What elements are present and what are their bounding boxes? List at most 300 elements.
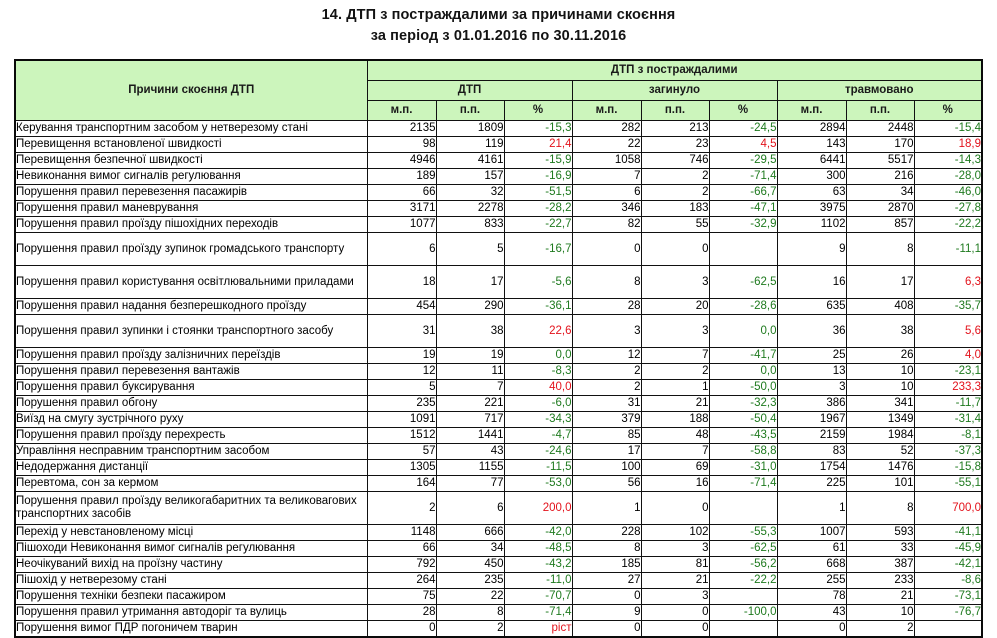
cell-dtp-pct: -42,0 — [504, 525, 572, 541]
cell-dead-mp: 282 — [572, 121, 641, 137]
header-group-dead: загинуло — [572, 81, 777, 101]
cell-injured-pp: 101 — [846, 476, 914, 492]
cell-dtp-pct: -51,5 — [504, 185, 572, 201]
cell-dtp-mp: 1077 — [367, 217, 436, 233]
cell-injured-pp: 2448 — [846, 121, 914, 137]
cell-injured-pct: -27,8 — [914, 201, 982, 217]
cell-dead-pp: 213 — [641, 121, 709, 137]
header-unit-injured-pct: % — [914, 101, 982, 121]
cell-dtp-pct: -36,1 — [504, 299, 572, 315]
cell-dead-pct: -47,1 — [709, 201, 777, 217]
cell-dead-pp: 0 — [641, 492, 709, 525]
row-cause-label: Недодержання дистанції — [15, 460, 367, 476]
cell-dead-pp: 23 — [641, 137, 709, 153]
cell-injured-pp: 17 — [846, 266, 914, 299]
table-row — [15, 348, 982, 364]
cell-injured-pp: 2 — [846, 621, 914, 637]
cell-injured-pct: -15,4 — [914, 121, 982, 137]
cell-dead-pct: -62,5 — [709, 266, 777, 299]
cell-dead-pct: -50,4 — [709, 412, 777, 428]
cell-dead-mp: 0 — [572, 589, 641, 605]
table-row — [15, 428, 982, 444]
cell-dtp-pct: -16,9 — [504, 169, 572, 185]
cell-dtp-mp: 264 — [367, 573, 436, 589]
cell-injured-mp: 3 — [777, 380, 846, 396]
report-table-container — [14, 59, 983, 638]
cell-dtp-pct: 200,0 — [504, 492, 572, 525]
cell-dead-pp: 2 — [641, 169, 709, 185]
cell-dead-pct: -29,5 — [709, 153, 777, 169]
table-row — [15, 541, 982, 557]
row-cause-label: Порушення вимог ПДР погоничем тварин — [15, 621, 367, 637]
cell-dead-mp: 56 — [572, 476, 641, 492]
cell-dead-pp: 21 — [641, 396, 709, 412]
cell-dead-pct: -32,3 — [709, 396, 777, 412]
cell-injured-mp: 61 — [777, 541, 846, 557]
cell-dead-pp: 81 — [641, 557, 709, 573]
cell-dtp-pct: -71,4 — [504, 605, 572, 621]
cell-dtp-pp: 6 — [436, 492, 504, 525]
cell-injured-pct: -8,1 — [914, 428, 982, 444]
cell-injured-pp: 34 — [846, 185, 914, 201]
cell-injured-mp: 143 — [777, 137, 846, 153]
cell-dtp-mp: 3171 — [367, 201, 436, 217]
cell-dead-pp: 69 — [641, 460, 709, 476]
row-cause-label: Порушення правил маневрування — [15, 201, 367, 217]
page-title-line-2: за період з 01.01.2016 по 30.11.2016 — [370, 28, 627, 44]
cell-dead-pct: -32,9 — [709, 217, 777, 233]
cell-injured-mp: 83 — [777, 444, 846, 460]
table-row — [15, 380, 982, 396]
row-cause-label: Неочікуваний вихід на проїзну частину — [15, 557, 367, 573]
cell-dead-pct: -22,2 — [709, 573, 777, 589]
cell-dtp-pct: 40,0 — [504, 380, 572, 396]
header-row-super — [15, 60, 982, 81]
table-row — [15, 444, 982, 460]
header-unit-injured-mp: м.п. — [777, 101, 846, 121]
row-cause-label: Виїзд на смугу зустрічного руху — [15, 412, 367, 428]
cell-dtp-mp: 57 — [367, 444, 436, 460]
cell-injured-pct: -73,1 — [914, 589, 982, 605]
cell-dead-pct — [709, 233, 777, 266]
cell-dead-pct: -24,5 — [709, 121, 777, 137]
cell-injured-pp: 1476 — [846, 460, 914, 476]
cell-dead-pp: 20 — [641, 299, 709, 315]
cell-dead-mp: 379 — [572, 412, 641, 428]
cell-injured-pct: 6,3 — [914, 266, 982, 299]
cell-dtp-pct: -22,7 — [504, 217, 572, 233]
header-cause-column: Причини скоєння ДТП — [15, 60, 367, 121]
row-cause-label: Пішохід у нетверезому стані — [15, 573, 367, 589]
cell-injured-pct: -55,1 — [914, 476, 982, 492]
cell-dead-pp: 0 — [641, 233, 709, 266]
cell-dtp-pp: 1155 — [436, 460, 504, 476]
cell-injured-mp: 16 — [777, 266, 846, 299]
cell-injured-mp: 78 — [777, 589, 846, 605]
table-row — [15, 573, 982, 589]
header-unit-dead-mp: м.п. — [572, 101, 641, 121]
cell-dead-mp: 7 — [572, 169, 641, 185]
cell-injured-mp: 25 — [777, 348, 846, 364]
cell-dead-pp: 3 — [641, 589, 709, 605]
cell-dtp-pp: 32 — [436, 185, 504, 201]
table-row — [15, 492, 982, 525]
table-row — [15, 460, 982, 476]
cell-dtp-pp: 19 — [436, 348, 504, 364]
cell-injured-pp: 8 — [846, 233, 914, 266]
cell-dtp-pp: 2278 — [436, 201, 504, 217]
cell-injured-pct: -22,2 — [914, 217, 982, 233]
cell-dead-mp: 22 — [572, 137, 641, 153]
cell-dtp-pp: 8 — [436, 605, 504, 621]
cell-dtp-pp: 38 — [436, 315, 504, 348]
cell-dtp-mp: 28 — [367, 605, 436, 621]
cell-dead-pct: -58,8 — [709, 444, 777, 460]
cell-dead-mp: 27 — [572, 573, 641, 589]
cell-injured-pp: 408 — [846, 299, 914, 315]
cell-dead-mp: 185 — [572, 557, 641, 573]
cell-dead-pct: -71,4 — [709, 476, 777, 492]
cell-injured-mp: 1102 — [777, 217, 846, 233]
row-cause-label: Перевтома, сон за кермом — [15, 476, 367, 492]
cell-injured-mp: 1754 — [777, 460, 846, 476]
cell-injured-pct: -8,6 — [914, 573, 982, 589]
cell-injured-pp: 341 — [846, 396, 914, 412]
row-cause-label: Порушення правил обгону — [15, 396, 367, 412]
cell-injured-mp: 43 — [777, 605, 846, 621]
cell-dtp-pct: -16,7 — [504, 233, 572, 266]
cell-injured-pp: 216 — [846, 169, 914, 185]
cell-injured-pp: 387 — [846, 557, 914, 573]
cell-dtp-pct: -28,2 — [504, 201, 572, 217]
cell-dead-pp: 1 — [641, 380, 709, 396]
cell-injured-pp: 26 — [846, 348, 914, 364]
table-body — [15, 121, 982, 637]
cell-injured-mp: 300 — [777, 169, 846, 185]
row-cause-label: Порушення правил утримання автодоріг та вулиць — [15, 605, 367, 621]
cell-injured-pp: 1349 — [846, 412, 914, 428]
page-title-line-1: 14. ДТП з постраждалими за причинами скоєння — [321, 7, 676, 23]
cell-dead-mp: 8 — [572, 266, 641, 299]
cell-injured-pp: 10 — [846, 380, 914, 396]
cell-dead-pp: 3 — [641, 541, 709, 557]
table-row — [15, 605, 982, 621]
cell-dtp-mp: 31 — [367, 315, 436, 348]
cell-dtp-pct: -43,2 — [504, 557, 572, 573]
cell-dead-pp: 2 — [641, 364, 709, 380]
row-cause-label: Пішоходи Невиконання вимог сигналів регулювання — [15, 541, 367, 557]
cell-dead-mp: 1 — [572, 492, 641, 525]
cell-injured-pp: 52 — [846, 444, 914, 460]
table-header — [15, 60, 982, 121]
cell-dtp-pp: 2 — [436, 621, 504, 637]
cell-dead-pp: 0 — [641, 605, 709, 621]
cell-injured-mp: 2159 — [777, 428, 846, 444]
table-row — [15, 525, 982, 541]
cell-dtp-pp: 235 — [436, 573, 504, 589]
cell-dead-pct — [709, 492, 777, 525]
table-row — [15, 137, 982, 153]
header-unit-dtp-pct: % — [504, 101, 572, 121]
cell-dead-mp: 0 — [572, 233, 641, 266]
table-row — [15, 396, 982, 412]
cell-injured-pp: 10 — [846, 364, 914, 380]
header-group-injured: травмовано — [777, 81, 982, 101]
cell-injured-pp: 170 — [846, 137, 914, 153]
row-cause-label: Перевищення встановленої швидкості — [15, 137, 367, 153]
cell-injured-pp: 8 — [846, 492, 914, 525]
cell-dead-mp: 2 — [572, 380, 641, 396]
cell-dead-pct: -66,7 — [709, 185, 777, 201]
header-unit-dead-pct: % — [709, 101, 777, 121]
cell-injured-pp: 33 — [846, 541, 914, 557]
cell-dead-pp: 55 — [641, 217, 709, 233]
cell-dtp-pct: 0,0 — [504, 348, 572, 364]
cell-dtp-pct: -6,0 — [504, 396, 572, 412]
cell-dtp-mp: 66 — [367, 541, 436, 557]
cell-dead-pct: -56,2 — [709, 557, 777, 573]
row-cause-label: Порушення правил користування освітлювальними приладами — [15, 266, 367, 299]
cell-dtp-mp: 1148 — [367, 525, 436, 541]
cell-dtp-pp: 717 — [436, 412, 504, 428]
cell-injured-pct: -37,3 — [914, 444, 982, 460]
cell-dtp-mp: 235 — [367, 396, 436, 412]
row-cause-label: Порушення правил проїзду залізничних переїздів — [15, 348, 367, 364]
cell-dtp-pp: 1441 — [436, 428, 504, 444]
cell-dead-pct: -55,3 — [709, 525, 777, 541]
cell-dead-pct: -100,0 — [709, 605, 777, 621]
cell-injured-pp: 5517 — [846, 153, 914, 169]
row-cause-label: Невиконання вимог сигналів регулювання — [15, 169, 367, 185]
cell-injured-pct: 18,9 — [914, 137, 982, 153]
cell-dead-pct: -43,5 — [709, 428, 777, 444]
cell-injured-mp: 1007 — [777, 525, 846, 541]
cell-injured-pct: -11,1 — [914, 233, 982, 266]
cell-dtp-pct: -8,3 — [504, 364, 572, 380]
accidents-by-cause-table — [14, 59, 983, 638]
cell-dead-pct: -62,5 — [709, 541, 777, 557]
row-cause-label: Управління несправним транспортним засобом — [15, 444, 367, 460]
cell-dtp-pct: ріст — [504, 621, 572, 637]
cell-dtp-mp: 4946 — [367, 153, 436, 169]
cell-dtp-pct: -11,0 — [504, 573, 572, 589]
cell-dead-pct — [709, 589, 777, 605]
cell-injured-pct: -46,0 — [914, 185, 982, 201]
cell-injured-mp: 13 — [777, 364, 846, 380]
cell-dtp-pp: 450 — [436, 557, 504, 573]
cell-dead-pp: 2 — [641, 185, 709, 201]
cell-dtp-mp: 75 — [367, 589, 436, 605]
cell-dtp-mp: 12 — [367, 364, 436, 380]
table-row — [15, 589, 982, 605]
cell-dtp-pct: -15,9 — [504, 153, 572, 169]
cell-dead-mp: 228 — [572, 525, 641, 541]
cell-dead-mp: 6 — [572, 185, 641, 201]
cell-dead-mp: 28 — [572, 299, 641, 315]
cell-dtp-pct: -11,5 — [504, 460, 572, 476]
cell-dead-pp: 102 — [641, 525, 709, 541]
cell-injured-pct: 233,3 — [914, 380, 982, 396]
cell-dtp-pp: 119 — [436, 137, 504, 153]
cell-injured-pct: -23,1 — [914, 364, 982, 380]
cell-dtp-pp: 221 — [436, 396, 504, 412]
cell-dtp-mp: 98 — [367, 137, 436, 153]
row-cause-label: Порушення техніки безпеки пасажиром — [15, 589, 367, 605]
cell-injured-pct: -14,3 — [914, 153, 982, 169]
row-cause-label: Перевищення безпечної швидкості — [15, 153, 367, 169]
cell-dtp-mp: 18 — [367, 266, 436, 299]
cell-injured-pp: 593 — [846, 525, 914, 541]
cell-dead-pp: 3 — [641, 266, 709, 299]
table-row — [15, 153, 982, 169]
cell-dead-mp: 82 — [572, 217, 641, 233]
row-cause-label: Порушення правил буксирування — [15, 380, 367, 396]
cell-dtp-mp: 454 — [367, 299, 436, 315]
cell-dead-pp: 746 — [641, 153, 709, 169]
cell-dtp-pp: 34 — [436, 541, 504, 557]
cell-dtp-mp: 1091 — [367, 412, 436, 428]
cell-dtp-pct: 22,6 — [504, 315, 572, 348]
cell-dtp-pct: -48,5 — [504, 541, 572, 557]
cell-injured-pp: 38 — [846, 315, 914, 348]
cell-dtp-pp: 833 — [436, 217, 504, 233]
table-row — [15, 266, 982, 299]
cell-dead-mp: 0 — [572, 621, 641, 637]
cell-injured-pct: -76,7 — [914, 605, 982, 621]
cell-dtp-pct: -5,6 — [504, 266, 572, 299]
table-row — [15, 233, 982, 266]
cell-dtp-pp: 157 — [436, 169, 504, 185]
cell-dtp-pp: 1809 — [436, 121, 504, 137]
cell-dtp-pct: -4,7 — [504, 428, 572, 444]
cell-dead-pct: -28,6 — [709, 299, 777, 315]
cell-injured-mp: 3975 — [777, 201, 846, 217]
cell-dtp-pct: -53,0 — [504, 476, 572, 492]
cell-dead-mp: 346 — [572, 201, 641, 217]
cell-injured-pct: -41,1 — [914, 525, 982, 541]
cell-dead-pct: 0,0 — [709, 364, 777, 380]
cell-injured-mp: 2894 — [777, 121, 846, 137]
cell-injured-pct: -28,0 — [914, 169, 982, 185]
cell-dtp-mp: 164 — [367, 476, 436, 492]
cell-dead-mp: 85 — [572, 428, 641, 444]
row-cause-label: Порушення правил проїзду зупинок громадського транспорту — [15, 233, 367, 266]
cell-injured-mp: 225 — [777, 476, 846, 492]
cell-injured-pct: -11,7 — [914, 396, 982, 412]
cell-dtp-pp: 43 — [436, 444, 504, 460]
cell-dtp-pct: -15,3 — [504, 121, 572, 137]
cell-injured-pct: 5,6 — [914, 315, 982, 348]
cell-dtp-mp: 2135 — [367, 121, 436, 137]
cell-dtp-pp: 5 — [436, 233, 504, 266]
table-row — [15, 299, 982, 315]
row-cause-label: Порушення правил надання безперешкодного проїзду — [15, 299, 367, 315]
cell-injured-pct: 700,0 — [914, 492, 982, 525]
table-row — [15, 557, 982, 573]
row-cause-label: Порушення правил проїзду перехресть — [15, 428, 367, 444]
cell-dead-mp: 3 — [572, 315, 641, 348]
table-row — [15, 476, 982, 492]
table-row — [15, 364, 982, 380]
cell-dtp-pp: 290 — [436, 299, 504, 315]
header-unit-injured-pp: п.п. — [846, 101, 914, 121]
cell-injured-mp: 1967 — [777, 412, 846, 428]
cell-injured-pct: -45,9 — [914, 541, 982, 557]
cell-dtp-pp: 17 — [436, 266, 504, 299]
row-cause-label: Порушення правил проїзду пішохідних переходів — [15, 217, 367, 233]
cell-injured-mp: 6441 — [777, 153, 846, 169]
cell-dead-mp: 31 — [572, 396, 641, 412]
cell-injured-pp: 21 — [846, 589, 914, 605]
cell-dtp-pp: 22 — [436, 589, 504, 605]
cell-dtp-mp: 19 — [367, 348, 436, 364]
cell-injured-mp: 63 — [777, 185, 846, 201]
table-row — [15, 201, 982, 217]
cell-injured-pp: 857 — [846, 217, 914, 233]
cell-dtp-mp: 792 — [367, 557, 436, 573]
cell-dead-pp: 183 — [641, 201, 709, 217]
cell-injured-pp: 1984 — [846, 428, 914, 444]
header-unit-dtp-pp: п.п. — [436, 101, 504, 121]
cell-dead-pp: 188 — [641, 412, 709, 428]
cell-dead-mp: 12 — [572, 348, 641, 364]
cell-injured-pp: 10 — [846, 605, 914, 621]
cell-injured-pct: -42,1 — [914, 557, 982, 573]
cell-dead-pct: 4,5 — [709, 137, 777, 153]
cell-dtp-mp: 5 — [367, 380, 436, 396]
table-row — [15, 121, 982, 137]
cell-dead-mp: 2 — [572, 364, 641, 380]
header-super-group: ДТП з постраждалими — [367, 60, 982, 81]
row-cause-label: Перехід у невстановленому місці — [15, 525, 367, 541]
header-unit-dead-pp: п.п. — [641, 101, 709, 121]
cell-dtp-mp: 0 — [367, 621, 436, 637]
cell-injured-mp: 36 — [777, 315, 846, 348]
cell-dtp-mp: 2 — [367, 492, 436, 525]
cell-dead-mp: 100 — [572, 460, 641, 476]
table-row — [15, 169, 982, 185]
table-row — [15, 315, 982, 348]
cell-injured-mp: 635 — [777, 299, 846, 315]
row-cause-label: Порушення правил зупинки і стоянки транспортного засобу — [15, 315, 367, 348]
row-cause-label: Керування транспортним засобом у нетверезому стані — [15, 121, 367, 137]
cell-dead-mp: 9 — [572, 605, 641, 621]
header-group-dtp: ДТП — [367, 81, 572, 101]
cell-injured-mp: 668 — [777, 557, 846, 573]
cell-dtp-mp: 1512 — [367, 428, 436, 444]
cell-injured-pct: 4,0 — [914, 348, 982, 364]
cell-dead-mp: 1058 — [572, 153, 641, 169]
table-row — [15, 185, 982, 201]
cell-dtp-pct: 21,4 — [504, 137, 572, 153]
cell-injured-mp: 1 — [777, 492, 846, 525]
cell-dead-mp: 8 — [572, 541, 641, 557]
cell-dtp-pp: 7 — [436, 380, 504, 396]
table-row — [15, 217, 982, 233]
cell-dtp-pp: 666 — [436, 525, 504, 541]
table-row — [15, 412, 982, 428]
cell-injured-pct: -35,7 — [914, 299, 982, 315]
cell-dtp-pct: -34,3 — [504, 412, 572, 428]
cell-dead-pct: -41,7 — [709, 348, 777, 364]
cell-injured-mp: 255 — [777, 573, 846, 589]
cell-dead-pp: 21 — [641, 573, 709, 589]
cell-dead-pp: 16 — [641, 476, 709, 492]
cell-dead-pp: 7 — [641, 444, 709, 460]
cell-dtp-pp: 4161 — [436, 153, 504, 169]
cell-dead-pp: 0 — [641, 621, 709, 637]
row-cause-label: Порушення правил перевезення пасажирів — [15, 185, 367, 201]
